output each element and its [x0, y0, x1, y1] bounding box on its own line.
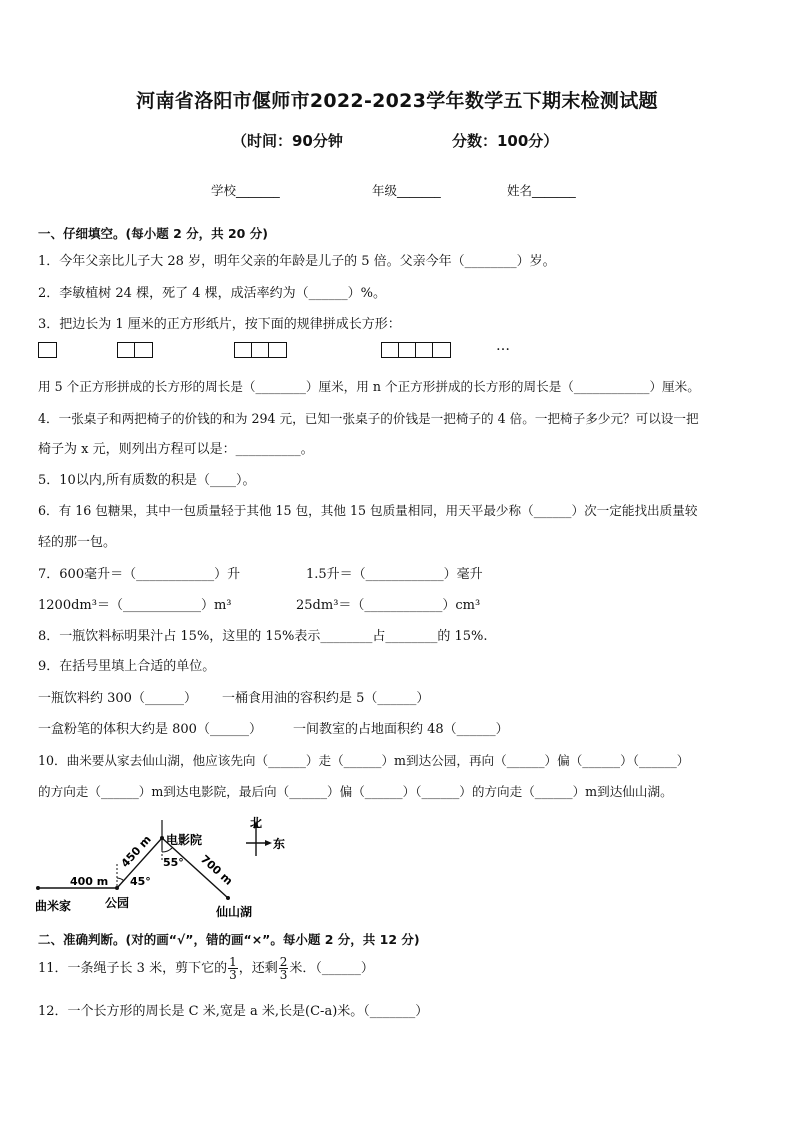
lake-point — [226, 896, 230, 900]
question-7-a: 7．600毫升＝（____________）升 — [38, 567, 241, 582]
east-label: 东 — [273, 837, 286, 851]
question-9-d: 一间教室的占地面积约 48（______） — [293, 722, 509, 737]
fraction-1-numerator: 1 — [229, 955, 237, 969]
question-3-blanks: 用 5 个正方形拼成的长方形的周长是（________）厘米，用 n 个正方形拼成的长方形的周长是（____________）厘米。 — [38, 379, 700, 394]
question-6-line-2: 轻的那一包。 — [38, 535, 117, 550]
square-2 — [117, 342, 153, 358]
squares-ellipsis: … — [496, 338, 510, 354]
angle-park-label: 45° — [130, 875, 151, 888]
exam-score: 分数：100分） — [452, 132, 559, 150]
home-label: 曲米家 — [35, 899, 72, 913]
question-1: 1．今年父亲比儿子大 28 岁，明年父亲的年龄是儿子的 5 倍。父亲今年（________）岁。 — [38, 254, 556, 269]
square-4 — [381, 342, 451, 358]
fraction-1-denominator: 3 — [229, 968, 237, 982]
question-7-d: 25dm³＝（____________）cm³ — [296, 598, 481, 613]
square-3 — [234, 342, 287, 358]
grade-field: 年级_______ — [372, 183, 441, 198]
question-9: 9．在括号里填上合适的单位。 — [38, 659, 216, 674]
distance-home-park: 400 m — [70, 875, 109, 888]
angle-cinema-label: 55° — [163, 856, 184, 869]
question-7-c: 1200dm³＝（____________）m³ — [38, 598, 232, 613]
lake-label: 仙山湖 — [216, 905, 253, 919]
question-9-b: 一桶食用油的容积约是 5（______） — [222, 691, 430, 706]
distance-cinema-lake: 700 m — [197, 852, 236, 888]
question-11-text-end: 米．（______） — [289, 961, 374, 976]
fraction-2-numerator: 2 — [279, 955, 288, 969]
question-4-line-2: 椅子为 x 元，则列出方程可以是：__________。 — [38, 442, 314, 457]
question-10-line-2: 的方向走（______）m到达电影院，最后向（______）偏（______）（______）的方向走（______）m到达仙山湖。 — [38, 784, 673, 799]
park-label: 公园 — [105, 896, 130, 910]
question-9-a: 一瓶饮料约 300（______） — [38, 691, 197, 706]
question-4-line-1: 4．一张桌子和两把椅子的价钱的和为 294 元，已知一张桌子的价钱是一把椅子的 4 倍。一把椅子多少元？可以设一把 — [38, 411, 699, 426]
question-10-line-1: 10．曲米要从家去仙山湖，他应该先向（______）走（______）m到达公园，再向（______）偏（______）（______） — [38, 753, 690, 768]
question-3: 3．把边长为 1 厘米的正方形纸片，按下面的规律拼成长方形： — [38, 317, 401, 332]
section-2-heading: 二、准确判断。(对的画“√”，错的画“×”。每小题 2 分，共 12 分) — [38, 932, 420, 947]
cinema-point — [160, 836, 164, 840]
school-field: 学校_______ — [211, 183, 280, 198]
fraction-two-thirds — [279, 956, 289, 981]
question-5: 5．10以内,所有质数的积是（____）。 — [38, 473, 256, 488]
question-8: 8．一瓶饮料标明果汁占 15%，这里的 15%表示________占________的 15%. — [38, 629, 488, 644]
angle-arc-park — [117, 878, 124, 881]
fraction-one-third — [228, 956, 238, 981]
question-7-b: 1.5升＝（____________）毫升 — [306, 567, 483, 582]
angle-arc-cinema — [162, 848, 172, 852]
question-2: 2．李敏植树 24 棵，死了 4 棵，成活率约为（______）%。 — [38, 286, 386, 301]
question-6-line-1: 6．有 16 包糖果，其中一包质量轻于其他 15 包，其他 15 包质量相同，用天平最少称（______）次一定能找出质量较 — [38, 503, 698, 518]
route-map — [30, 812, 300, 922]
question-11 — [38, 956, 374, 981]
park-point — [115, 886, 119, 890]
square-1 — [38, 342, 57, 358]
question-9-c: 一盒粉笔的体积大约是 800（______） — [38, 722, 262, 737]
distance-park-cinema: 450 m — [118, 832, 154, 871]
fraction-2-denominator: 3 — [279, 968, 288, 982]
name-field: 姓名_______ — [507, 183, 576, 198]
cinema-label: 电影院 — [166, 833, 203, 847]
compass-east-arrow — [265, 840, 272, 846]
question-11-text-mid: ，还剩 — [238, 961, 278, 976]
section-1-heading: 一、仔细填空。(每小题 2 分，共 20 分) — [38, 226, 268, 241]
page-title: 河南省洛阳市偃师市2022-2023学年数学五下期末检测试题 — [136, 90, 658, 112]
question-11-text-start: 11．一条绳子长 3 米，剪下它的 — [38, 961, 228, 976]
exam-time: （时间：90分钟 — [232, 132, 343, 150]
north-label: 北 — [250, 816, 263, 830]
question-12: 12．一个长方形的周长是 C 米,宽是 a 米,长是(C-a)米。（_______） — [38, 1004, 429, 1019]
home-point — [36, 886, 40, 890]
